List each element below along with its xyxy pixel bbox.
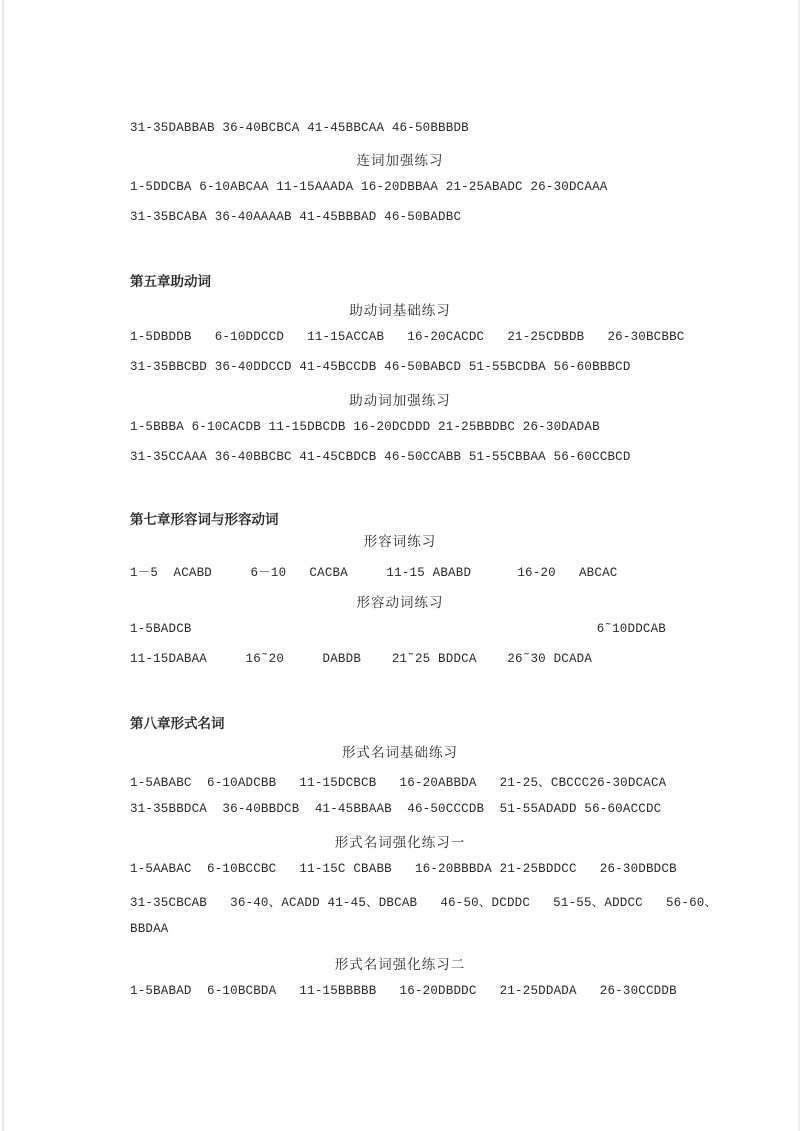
answer-line: 6˜10DDCAB [596, 622, 666, 636]
answer-line: 31-35CBCAB 36-40、ACADD 41-45、DBCAB 46-50、DCDDC 51-55、ADDCC 56-60、 [130, 896, 718, 910]
exercise-subtitle: 助动词基础练习 [349, 303, 451, 319]
answer-line: 31-35BBDCA 36-40BBDCB 41-45BBAAB 46-50CCCDB 51-55ADADD 56-60ACCDC [130, 802, 662, 816]
answer-line: 31-35CCAAA 36-40BBCBC 41-45CBDCB 46-50CCABB 51-55CBBAA 56-60CCBCD [130, 450, 631, 464]
answer-line: 31-35BCABA 36-40AAAAB 41-45BBBAD 46-50BADBC [130, 210, 462, 224]
answer-line: 1-5BABAD 6-10BCBDA 11-15BBBBB 16-20DBDDC 21-25DDADA 26-30CCDDB [130, 984, 677, 998]
exercise-subtitle: 形式名词强化练习一 [334, 835, 466, 851]
answer-line: 31-35BBCBD 36-40DDCCD 41-45BCCDB 46-50BABCD 51-55BCDBA 56-60BBBCD [130, 360, 631, 374]
answer-line: 1-5AABAC 6-10BCCBC 11-15C CBABB 16-20BBBDA 21-25BDDCC 26-30DBDCB [130, 862, 677, 876]
chapter-heading: 第七章形容词与形容动词 [130, 512, 279, 528]
chapter-heading: 第五章助动词 [130, 274, 211, 290]
exercise-subtitle: 连词加强练习 [356, 153, 444, 169]
exercise-subtitle: 形式名词基础练习 [342, 745, 458, 761]
answer-line: BBDAA [130, 922, 169, 936]
exercise-subtitle: 助动词加强练习 [349, 393, 451, 409]
answer-line: 1-5DDCBA 6-10ABCAA 11-15AAADA 16-20DBBAA 21-25ABADC 26-30DCAAA [130, 180, 608, 194]
answer-line: 1-5BBBA 6-10CACDB 11-15DBCDB 16-20DCDDD 21-25BBDBC 26-30DADAB [130, 420, 600, 434]
answer-line: 1-5DBDDB 6-10DDCCD 11-15ACCAB 16-20CACDC 21-25CDBDB 26-30BCBBC [130, 330, 685, 344]
answer-line: 1－5 ACABD 6－10 CACBA 11-15 ABABD 16-20 ABCAC [130, 566, 618, 580]
answer-line: 1-5ABABC 6-10ADCBB 11-15DCBCB 16-20ABBDA 21-25、CBCCC26-30DCACA [130, 776, 667, 790]
answer-line: 1-5BADCB [130, 622, 192, 636]
exercise-subtitle: 形容词练习 [363, 534, 437, 550]
exercise-subtitle: 形容动词练习 [356, 595, 444, 611]
answer-line: 31-35DABBAB 36-40BCBCA 41-45BBCAA 46-50BBBDB [130, 121, 469, 135]
chapter-heading: 第八章形式名词 [130, 716, 225, 732]
exercise-subtitle: 形式名词强化练习二 [334, 957, 466, 973]
answer-line: 11-15DABAA 16˜20 DABDB 21˜25 BDDCA 26˜30 DCADA [130, 652, 593, 666]
